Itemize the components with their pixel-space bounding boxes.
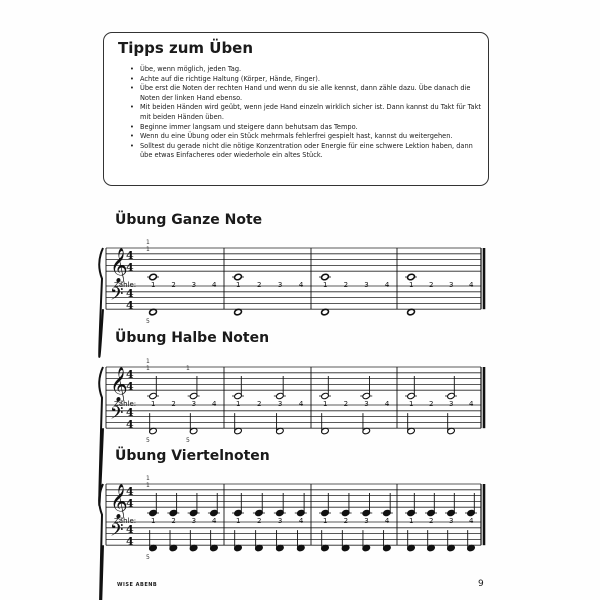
- bass-clef: 𝄢: [110, 520, 124, 544]
- count-number: 3: [191, 517, 197, 526]
- measure-number: 1: [146, 475, 150, 482]
- count-number: 3: [191, 400, 197, 409]
- treble-note-head: [321, 273, 330, 280]
- count-number: 2: [171, 400, 176, 409]
- count-number: 2: [429, 517, 434, 526]
- time-signature-top: 4: [126, 249, 134, 262]
- count-number: 4: [211, 517, 217, 526]
- count-number: 3: [449, 400, 454, 409]
- time-signature-top: 4: [126, 287, 134, 300]
- count-label: Zähle:: [114, 281, 137, 290]
- fingering-number: 1: [146, 482, 150, 489]
- time-signature-bottom: 4: [126, 261, 134, 274]
- treble-clef: 𝄞: [110, 484, 128, 520]
- fingering-number: 5: [146, 318, 150, 326]
- count-number: 3: [449, 281, 454, 290]
- count-number: 4: [384, 400, 390, 409]
- publisher-logo: WISE ABENB: [117, 582, 158, 588]
- tip-item: • Beginne immer langsam und steigere dann behutsam das Tempo.: [130, 123, 482, 133]
- brace: [99, 484, 103, 600]
- count-number: 3: [364, 517, 369, 526]
- count-number: 4: [469, 517, 474, 526]
- bass-clef: 𝄢: [110, 284, 124, 308]
- tip-item: • Solltest du gerade nicht die nötige Konzentration oder Energie für eine schwere Lektion haben, dann übe etwas Einfacheres oder wiederhole ein altes Stück.: [130, 142, 482, 161]
- count-number: 2: [171, 281, 176, 290]
- count-number: 1: [236, 400, 241, 409]
- time-signature-top: 4: [126, 485, 134, 498]
- count-number: 3: [277, 400, 283, 409]
- time-signature-bottom: 4: [126, 418, 134, 431]
- count-number: 2: [256, 517, 262, 526]
- count-number: 3: [364, 281, 369, 290]
- treble-clef: 𝄞: [110, 367, 128, 403]
- fingering-number: 5: [146, 437, 150, 445]
- count-number: 4: [469, 400, 474, 409]
- time-signature-top: 4: [126, 406, 134, 419]
- count-number: 1: [323, 281, 328, 290]
- time-signature-top: 4: [126, 368, 134, 381]
- count-number: 1: [409, 517, 414, 526]
- fingering-number: 1: [146, 365, 150, 372]
- count-number: 4: [211, 400, 217, 409]
- time-signature-bottom: 4: [126, 535, 134, 548]
- bass-clef: 𝄢: [110, 403, 124, 427]
- count-number: 4: [211, 281, 217, 290]
- fingering-number: 5: [146, 554, 150, 562]
- count-number: 2: [343, 517, 349, 526]
- count-number: 2: [429, 281, 434, 290]
- brace: [99, 248, 103, 357]
- count-number: 1: [236, 517, 241, 526]
- page-number: 9: [478, 579, 484, 589]
- measure-number: 1: [146, 358, 150, 365]
- tip-item: • Achte auf die richtige Haltung (Körper, Hände, Finger).: [130, 75, 482, 85]
- count-number: 3: [277, 517, 283, 526]
- time-signature-top: 4: [126, 523, 134, 536]
- exercise-title-half: Übung Halbe Noten: [115, 330, 270, 346]
- count-number: 4: [469, 281, 474, 290]
- treble-clef: 𝄞: [110, 248, 128, 284]
- count-number: 4: [384, 517, 390, 526]
- treble-note-head: [234, 273, 243, 280]
- count-number: 1: [323, 517, 328, 526]
- count-number: 1: [409, 400, 414, 409]
- count-number: 1: [151, 517, 156, 526]
- measure-number: 1: [146, 239, 150, 246]
- time-signature-bottom: 4: [126, 380, 134, 393]
- count-number: 1: [236, 281, 241, 290]
- count-number: 3: [364, 400, 369, 409]
- time-signature-bottom: 4: [126, 299, 134, 312]
- treble-note-head: [407, 273, 416, 280]
- tip-item: • Wenn du eine Übung oder ein Stück mehrmals fehlerfrei gespielt hast, kannst du weitergehen.: [130, 132, 482, 142]
- count-number: 1: [151, 400, 156, 409]
- count-number: 2: [343, 281, 349, 290]
- count-number: 2: [256, 281, 262, 290]
- count-number: 3: [277, 281, 283, 290]
- tips-title: Tipps zum Üben: [118, 39, 254, 57]
- count-number: 2: [256, 400, 262, 409]
- count-number: 4: [298, 517, 304, 526]
- time-signature-bottom: 4: [126, 497, 134, 510]
- count-number: 4: [298, 400, 304, 409]
- count-number: 1: [151, 281, 156, 290]
- count-number: 2: [429, 400, 434, 409]
- fingering-number: 1: [146, 246, 150, 253]
- count-number: 3: [449, 517, 454, 526]
- treble-note-head: [149, 273, 158, 280]
- fingering-number: 1: [186, 365, 190, 372]
- exercise-title-quarter: Übung Viertelnoten: [115, 448, 270, 464]
- count-label: Zähle:: [114, 400, 137, 409]
- count-number: 1: [323, 400, 328, 409]
- count-number: 3: [191, 281, 197, 290]
- tip-item: • Übe, wenn möglich, jeden Tag.: [130, 65, 482, 75]
- count-number: 4: [384, 281, 390, 290]
- tip-item: • Übe erst die Noten der rechten Hand und wenn du sie alle kennst, dann zähle dazu. Übe danach die Noten der linken Hand ebenso.: [130, 84, 482, 103]
- count-number: 4: [298, 281, 304, 290]
- exercise-title-whole: Übung Ganze Note: [115, 212, 263, 228]
- count-number: 2: [343, 400, 349, 409]
- fingering-number: 5: [186, 437, 190, 445]
- tip-item: • Mit beiden Händen wird geübt, wenn jede Hand einzeln wirklich sicher ist. Dann kannst du Takt für Takt mit beiden Händen üben.: [130, 103, 482, 122]
- count-number: 1: [409, 281, 414, 290]
- count-label: Zähle:: [114, 517, 137, 526]
- count-number: 2: [171, 517, 176, 526]
